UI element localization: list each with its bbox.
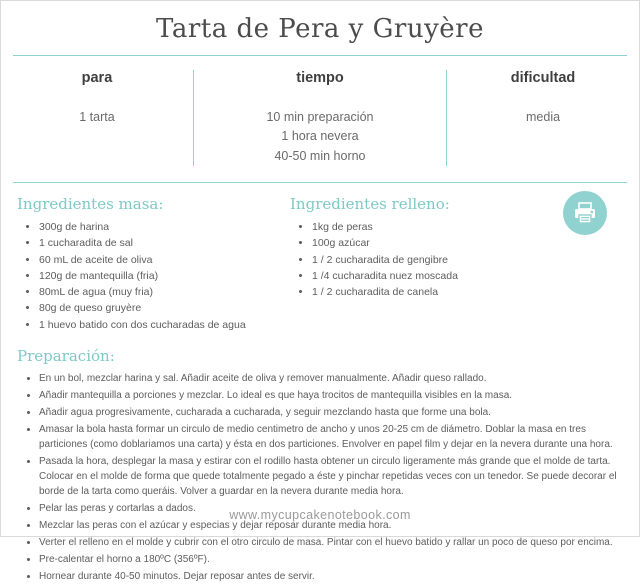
preparation-heading: Preparación: <box>17 346 115 365</box>
list-item: • Añadir mantequilla a porciones y mezclar. Lo ideal es que haya trocitos de mantequilla visibles en la masa. <box>39 388 623 403</box>
meta-servings <box>1 70 193 166</box>
footer-url[interactable]: www.mycupcakenotebook.com <box>229 508 411 522</box>
meta-time <box>193 70 447 166</box>
meta-time-value <box>204 108 436 166</box>
printer-icon <box>573 202 597 224</box>
list-item: • 1kg de peras <box>312 219 540 235</box>
meta-time-label: tiempo <box>296 70 344 86</box>
list-item: • 1 / 2 cucharadita de gengibre <box>312 252 540 268</box>
print-button[interactable] <box>563 191 607 235</box>
list-item: • Hornear durante 40-50 minutos. Dejar reposar antes de servir. <box>39 569 623 584</box>
ingredients-dough-heading: Ingredientes masa: <box>17 195 164 214</box>
list-item: • 60 mL de aceite de oliva <box>39 252 272 268</box>
list-item: • 1 / 2 cucharadita de canela <box>312 284 540 300</box>
list-item: • Pasada la hora, desplegar la masa y estirar con el rodillo hasta obtener un circulo ligeramente más grande que el molde de tarta. Colocar en el molde de forma que quede totalmente pegado a éste y pinchar repetidas veces con un tenedor. Se puede decorar el borde de la tarta como queráis. Volver a guardar en la nevera durante media hora. <box>39 454 623 499</box>
meta-difficulty-value: media <box>526 110 561 124</box>
list-item: • 1 huevo batido con dos cucharadas de agua <box>39 317 272 333</box>
meta-difficulty <box>447 70 639 166</box>
meta-time-line-3: 40-50 min horno <box>274 148 366 163</box>
ingredients-section <box>17 191 623 333</box>
list-item: • 120g de mantequilla (fria) <box>39 268 272 284</box>
list-item: • 300g de harina <box>39 219 272 235</box>
list-item: • Pelar las peras y cortarlas a dados. <box>39 501 623 516</box>
meta-difficulty-label: dificultad <box>510 70 576 86</box>
meta-time-line-1: 10 min preparación <box>266 110 374 124</box>
list-item: • 100g azúcar <box>312 235 540 251</box>
list-item: • Mezclar las peras con el azúcar y especias y dejar reposar durante media hora. <box>39 518 623 533</box>
meta-servings-value: 1 tarta <box>79 110 115 124</box>
recipe-meta <box>1 56 639 182</box>
ingredients-dough <box>17 191 272 333</box>
list-item: • En un bol, mezclar harina y sal. Añadir aceite de oliva y remover manualmente. Añadir queso rallado. <box>39 371 623 386</box>
list-item: • 80mL de agua (muy fria) <box>39 284 272 300</box>
ingredients-filling-heading: Ingredientes relleno: <box>290 195 450 214</box>
list-item: • 1 cucharadita de sal <box>39 235 272 251</box>
list-item: • Añadir agua progresivamente, cucharada a cucharada, y seguir mezclando hasta que forme una bola. <box>39 405 623 420</box>
list-item: • 80g de queso gruyère <box>39 300 272 316</box>
list-item: • Pre-calentar el horno a 180ºC (356ºF). <box>39 552 623 567</box>
page-title: Tarta de Pera y Gruyère <box>156 14 484 44</box>
list-item: • Verter el relleno en el molde y cubrir con el otro circulo de masa. Pintar con el huevo batido y rallar un poco de queso por encima. <box>39 535 623 550</box>
list-item: • 1 /4 cucharadita nuez moscada <box>312 268 540 284</box>
meta-servings-label: para <box>81 70 113 86</box>
ingredients-dough-list <box>17 219 272 333</box>
recipe-body <box>1 183 639 584</box>
ingredients-filling-list <box>290 219 540 300</box>
ingredients-filling <box>290 191 540 333</box>
preparation-list <box>17 371 623 584</box>
list-item: • Amasar la bola hasta formar un circulo de medio centimetro de ancho y unos 20-25 cm de diámetro. Doblar la masa en tres particiones (como doblariamos una carta) y ésta en dos particiones. Envolver en papel film y dejar en la nevera durante una hora. <box>39 422 623 452</box>
meta-time-line-2: 1 hora nevera <box>281 129 359 144</box>
